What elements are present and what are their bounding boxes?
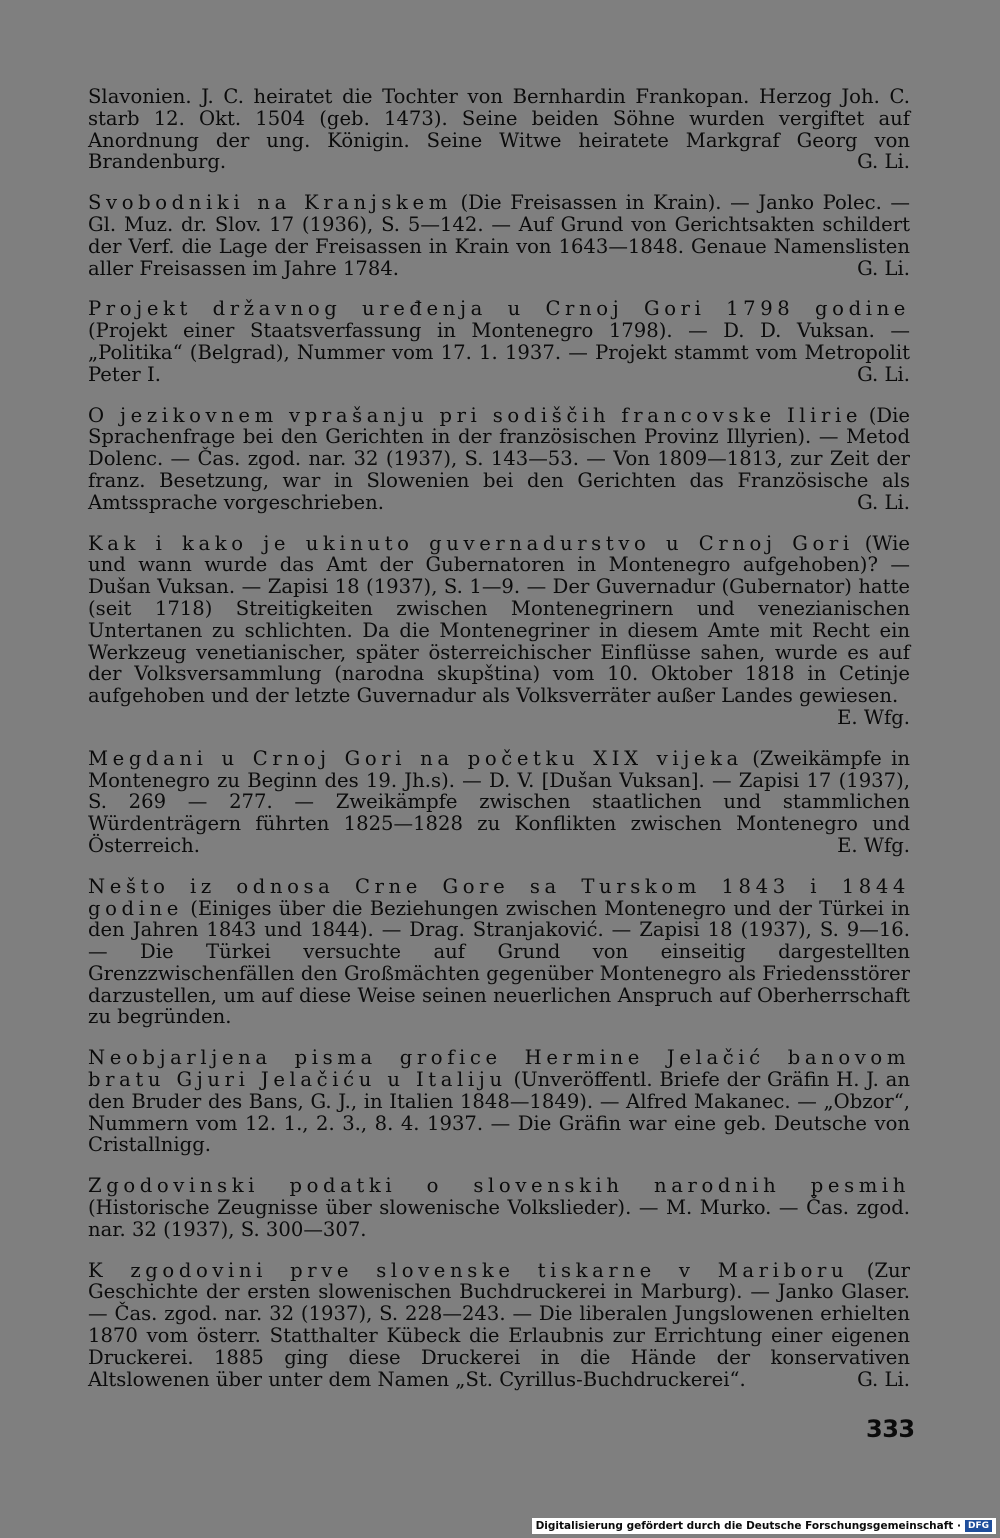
entry-text: (Unveröffentl. Briefe der Gräfin H. J. an den Bruder des Bans, G. J., in Italien 1848—1849). — Alfred Makanec. — „Obzor“, Nummern vom 12. 1., 2. 3., 8. 4. 1937. — Die Gräfin war eine geb. Deutsche von Cristallnigg. xyxy=(88,1068,910,1157)
bibliography-entry xyxy=(88,405,910,514)
bibliography-entry xyxy=(88,1047,910,1156)
entry-signature: G. Li. xyxy=(857,150,910,174)
entry-text: (Historische Zeugnisse über slowenische Volkslieder). — M. Murko. — Čas. zgod. nar. 32 (1937), S. 300—307. xyxy=(88,1196,910,1241)
entry-title: Neobjarljena pisma grofice Hermine Jelačić banovom bratu Gjuri Jelačiću u Italiju xyxy=(88,1046,910,1092)
page-body xyxy=(88,86,910,1409)
entry-text: (Zweikämpfe in Montenegro zu Beginn des 19. Jh.s). — D. V. [Dušan Vuksan]. — Zapisi 17 (1937), S. 269 — 277. — Zweikämpfe zwischen staatlichen und stammlichen Würdenträgern führten 1825—1828 zu Konflikten zwischen Montenegro und Österreich. xyxy=(88,746,911,857)
bibliography-entry xyxy=(88,192,910,279)
bibliography-entry xyxy=(88,748,910,857)
entry-text: Slavonien. J. C. heiratet die Tochter von Bernhardin Frankopan. Herzog Joh. C. starb 12. Okt. 1504 (geb. 1473). Seine beiden Söhne wurden vergiftet auf Anordnung der ung. Königin. Seine Witwe heiratete Markgraf Georg von Brandenburg. xyxy=(88,85,910,174)
entry-title: Zgodovinski podatki o slovenskih narodnih pesmih xyxy=(88,1174,910,1198)
entry-signature: G. Li. xyxy=(857,256,910,280)
bibliography-entry xyxy=(88,533,910,729)
page-number: 333 xyxy=(866,1415,915,1443)
entry-text: (Einiges über die Beziehungen zwischen Montenegro und der Türkei in den Jahren 1843 und 1844). — Drag. Stranjaković. — Zapisi 18 (1937), S. 9—16. — Die Türkei versuchte auf Grund von einseitig dargestellten Grenzzwischenfällen den Großmächten gegenüber Montenegro als Friedensstörer darzustellen, um auf diese Weise seinen neuerlichen Anspruch auf Oberherrschaft zu begründen. xyxy=(88,896,910,1029)
entry-signature: G. Li. xyxy=(857,490,910,514)
digitization-footer xyxy=(532,1518,996,1534)
entry-title: Megdani u Crnoj Gori na početku XIX vijeka xyxy=(88,746,743,770)
bibliography-entry xyxy=(88,1260,910,1391)
entry-title: O jezikovnem vprašanju pri sodiščih francovske Ilirie xyxy=(88,403,863,427)
bibliography-entry xyxy=(88,86,910,173)
bibliography-entry xyxy=(88,1175,910,1240)
entry-text: (Die Freisassen in Krain). — Janko Polec. — Gl. Muz. dr. Slov. 17 (1936), S. 5—142. — Auf Grund von Gerichtsakten schildert der Verf. die Lage der Freisassen in Krain von 1643—1848. Genaue Namenslisten aller Freisassen im Jahre 1784. xyxy=(88,191,910,280)
entry-title: Projekt državnog uređenja u Crnoj Gori 1798 godine xyxy=(88,297,910,321)
footer-text: Digitalisierung gefördert durch die Deutsche Forschungsgemeinschaft · xyxy=(535,1520,961,1532)
entry-title: Kak i kako je ukinuto guvernadurstvo u Crnoj Gori xyxy=(88,531,854,555)
dfg-logo-icon: DFG xyxy=(965,1520,992,1532)
entry-text: (Zur Geschichte der ersten slowenischen Buchdruckerei in Marburg). — Janko Glaser. — Čas. zgod. nar. 32 (1937), S. 228—243. — Die liberalen Jungslowenen erhielten 1870 vom österr. Statthalter Kübeck die Erlaubnis zur Errichtung einer eigenen Druckerei. 1885 ging diese Druckerei in die Hände der konservativen Altslowenen über unter dem Namen „St. Cyrillus-Buchdruckerei“. xyxy=(88,1258,910,1391)
entry-text: (Wie und wann wurde das Amt der Gubernatoren in Montenegro aufgehoben)? — Dušan Vuksan. — Zapisi 18 (1937), S. 1—9. — Der Guvernadur (Gubernator) hatte (seit 1718) Streitigkeiten zwischen Montenegrinern und venezianischen Untertanen zu schlichten. Da die Montenegriner in diesem Amte mit Recht ein Werkzeug venetianischer, später österreichischer Einflüsse sahen, wurde es auf der Volksversammlung (narodna skupština) vom 10. Oktober 1818 in Cetinje aufgehoben und der letzte Guvernadur als Volksverräter außer Landes gewiesen. xyxy=(88,531,910,708)
bibliography-entry xyxy=(88,298,910,385)
bibliography-entry xyxy=(88,876,910,1029)
entry-signature: E. Wfg. xyxy=(837,833,910,857)
entry-text: (Die Sprachenfrage bei den Gerichten in der französischen Provinz Illyrien). — Metod Dolenc. — Čas. zgod. nar. 32 (1937), S. 143—53. — Von 1809—1813, zur Zeit der franz. Besetzung, war in Slowenien bei den Gerichten das Französische als Amtssprache vorgeschrieben. xyxy=(88,403,910,514)
entry-title: Svobodniki na Kranjskem xyxy=(88,191,452,215)
entry-text: (Projekt einer Staatsverfassung in Montenegro 1798). — D. D. Vuksan. — „Politika“ (Belgrad), Nummer vom 17. 1. 1937. — Projekt stammt vom Metropolit Peter I. xyxy=(88,319,910,386)
entry-signature: E. Wfg. xyxy=(837,705,910,729)
entry-signature: G. Li. xyxy=(857,1367,910,1391)
entry-title: K zgodovini prve slovenske tiskarne v Mariboru xyxy=(88,1258,849,1282)
entry-title: Nešto iz odnosa Crne Gore sa Turskom 1843 i 1844 godine xyxy=(88,874,910,920)
entry-signature: G. Li. xyxy=(857,362,910,386)
